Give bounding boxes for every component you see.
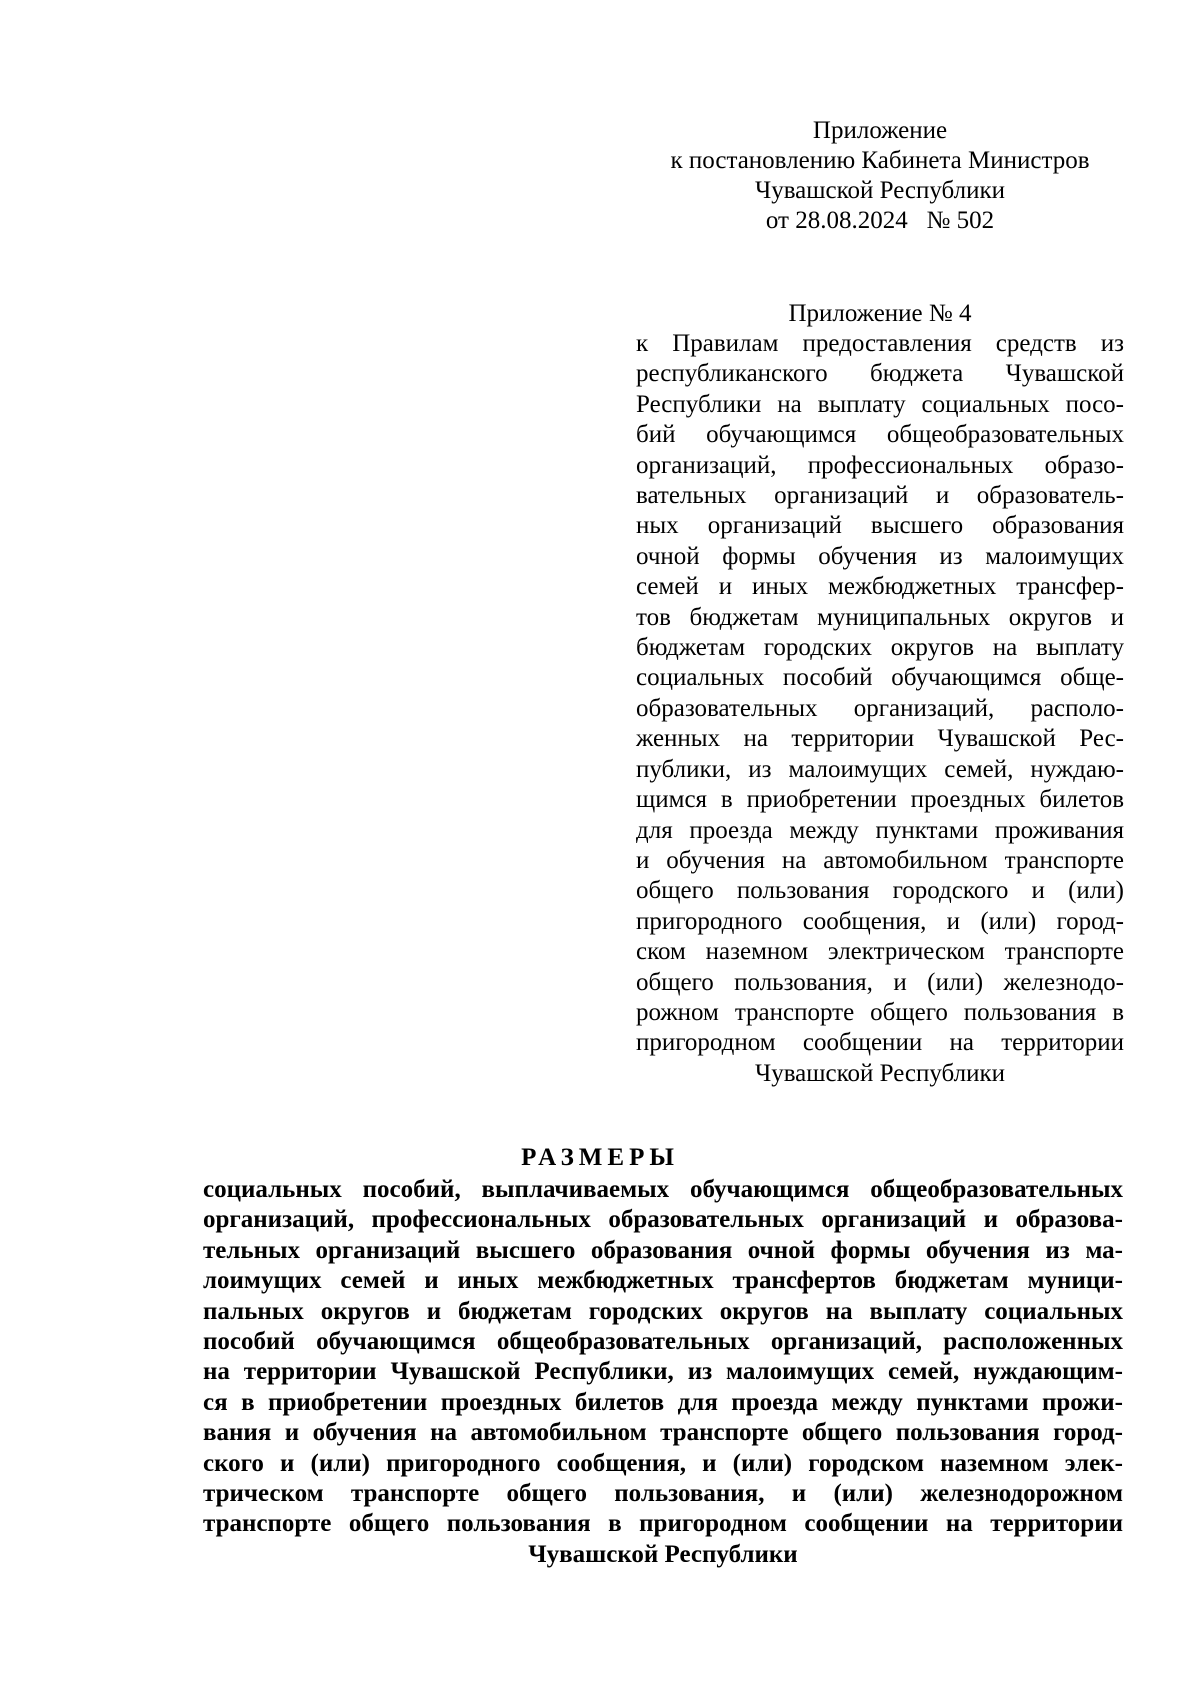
heading-line: лоимущих семей и иных межбюджетных трансфертов бюджетам муници- (203, 1267, 1123, 1295)
annex4-line: и обучения на автомобильном транспорте (636, 846, 1124, 874)
annex4-line: общего пользования, и (или) железнодо- (636, 968, 1124, 996)
annex4-line: пригородного сообщения, и (или) город- (636, 907, 1124, 935)
annex4-line: ных организаций высшего образования (636, 512, 1124, 540)
heading-line: пальных округов и бюджетам городских округов на выплату социальных (203, 1297, 1123, 1325)
heading-line: трическом транспорте общего пользования, и (или) железнодорожном (203, 1480, 1123, 1508)
annex4-line: пригородном сообщении на территории (636, 1029, 1124, 1057)
heading-line: на территории Чувашской Республики, из малоимущих семей, нуждающим- (203, 1358, 1123, 1386)
annex4-line: бий обучающимся общеобразовательных (636, 421, 1124, 449)
annex-header (620, 116, 1140, 236)
annex-header-date-number: от 28.08.2024 № 502 (765, 207, 995, 234)
annex4-line: публики, из малоимущих семей, нуждаю- (636, 755, 1124, 783)
heading-last-line: Чувашской Республики (528, 1540, 798, 1568)
annex-header-line: к постановлению Кабинета Министров (670, 147, 1090, 174)
annex4-last-line: Чувашской Республики (754, 1059, 1006, 1087)
annex-header-line: Чувашской Республики (754, 177, 1006, 204)
annex4-line: очной формы обучения из малоимущих (636, 542, 1124, 570)
annex4-line: республиканского бюджета Чувашской (636, 360, 1124, 388)
heading-line: социальных пособий, выплачиваемых обучающимся общеобразовательных (203, 1176, 1123, 1203)
heading-line: пособий обучающимся общеобразовательных организаций, расположенных (203, 1328, 1123, 1356)
heading-line: ского и (или) пригородного сообщения, и (или) городском наземном элек- (203, 1449, 1123, 1477)
annex4-line: общего пользования городского и (или) (636, 877, 1124, 905)
annex4-line: Республики на выплату социальных посо- (636, 390, 1124, 418)
annex4-line: к Правилам предоставления средств из (636, 330, 1124, 357)
document-heading-body (203, 1175, 1123, 1570)
heading-line: ся в приобретении проездных билетов для проезда между пунктами прожи- (203, 1388, 1123, 1416)
heading-line: тельных организаций высшего образования очной формы обучения из ма- (203, 1236, 1123, 1264)
annex4-line: щимся в приобретении проездных билетов (636, 786, 1124, 814)
heading-line: организаций, профессиональных образовательных организаций и образова- (203, 1206, 1123, 1234)
annex4-line: социальных пособий обучающимся обще- (636, 664, 1124, 692)
heading-line: транспорте общего пользования в пригородном сообщении на территории (203, 1510, 1123, 1538)
annex4-line: рожном транспорте общего пользования в (636, 998, 1124, 1026)
annex4-line: для проезда между пунктами проживания (636, 816, 1124, 844)
annex4-line: организаций, профессиональных образо- (636, 451, 1124, 479)
annex4-line: вательных организаций и образователь- (636, 482, 1124, 510)
annex4-line: образовательных организаций, располо- (636, 694, 1124, 722)
annex4-line: семей и иных межбюджетных трансфер- (636, 573, 1124, 601)
heading-line: вания и обучения на автомобильном транспорте общего пользования город- (203, 1419, 1123, 1447)
annex4-title: Приложение № 4 (788, 300, 972, 327)
annex4-line: ском наземном электрическом транспорте (636, 938, 1124, 966)
annex4-line: бюджетам городских округов на выплату (636, 634, 1124, 662)
annex4-line: тов бюджетам муниципальных округов и (636, 603, 1124, 631)
annex4-body (636, 329, 1124, 1089)
annex-header-line: Приложение (812, 117, 948, 144)
annex4-line: женных на территории Чувашской Рес- (636, 725, 1124, 753)
document-heading-title: РАЗМЕРЫ (521, 1144, 679, 1171)
